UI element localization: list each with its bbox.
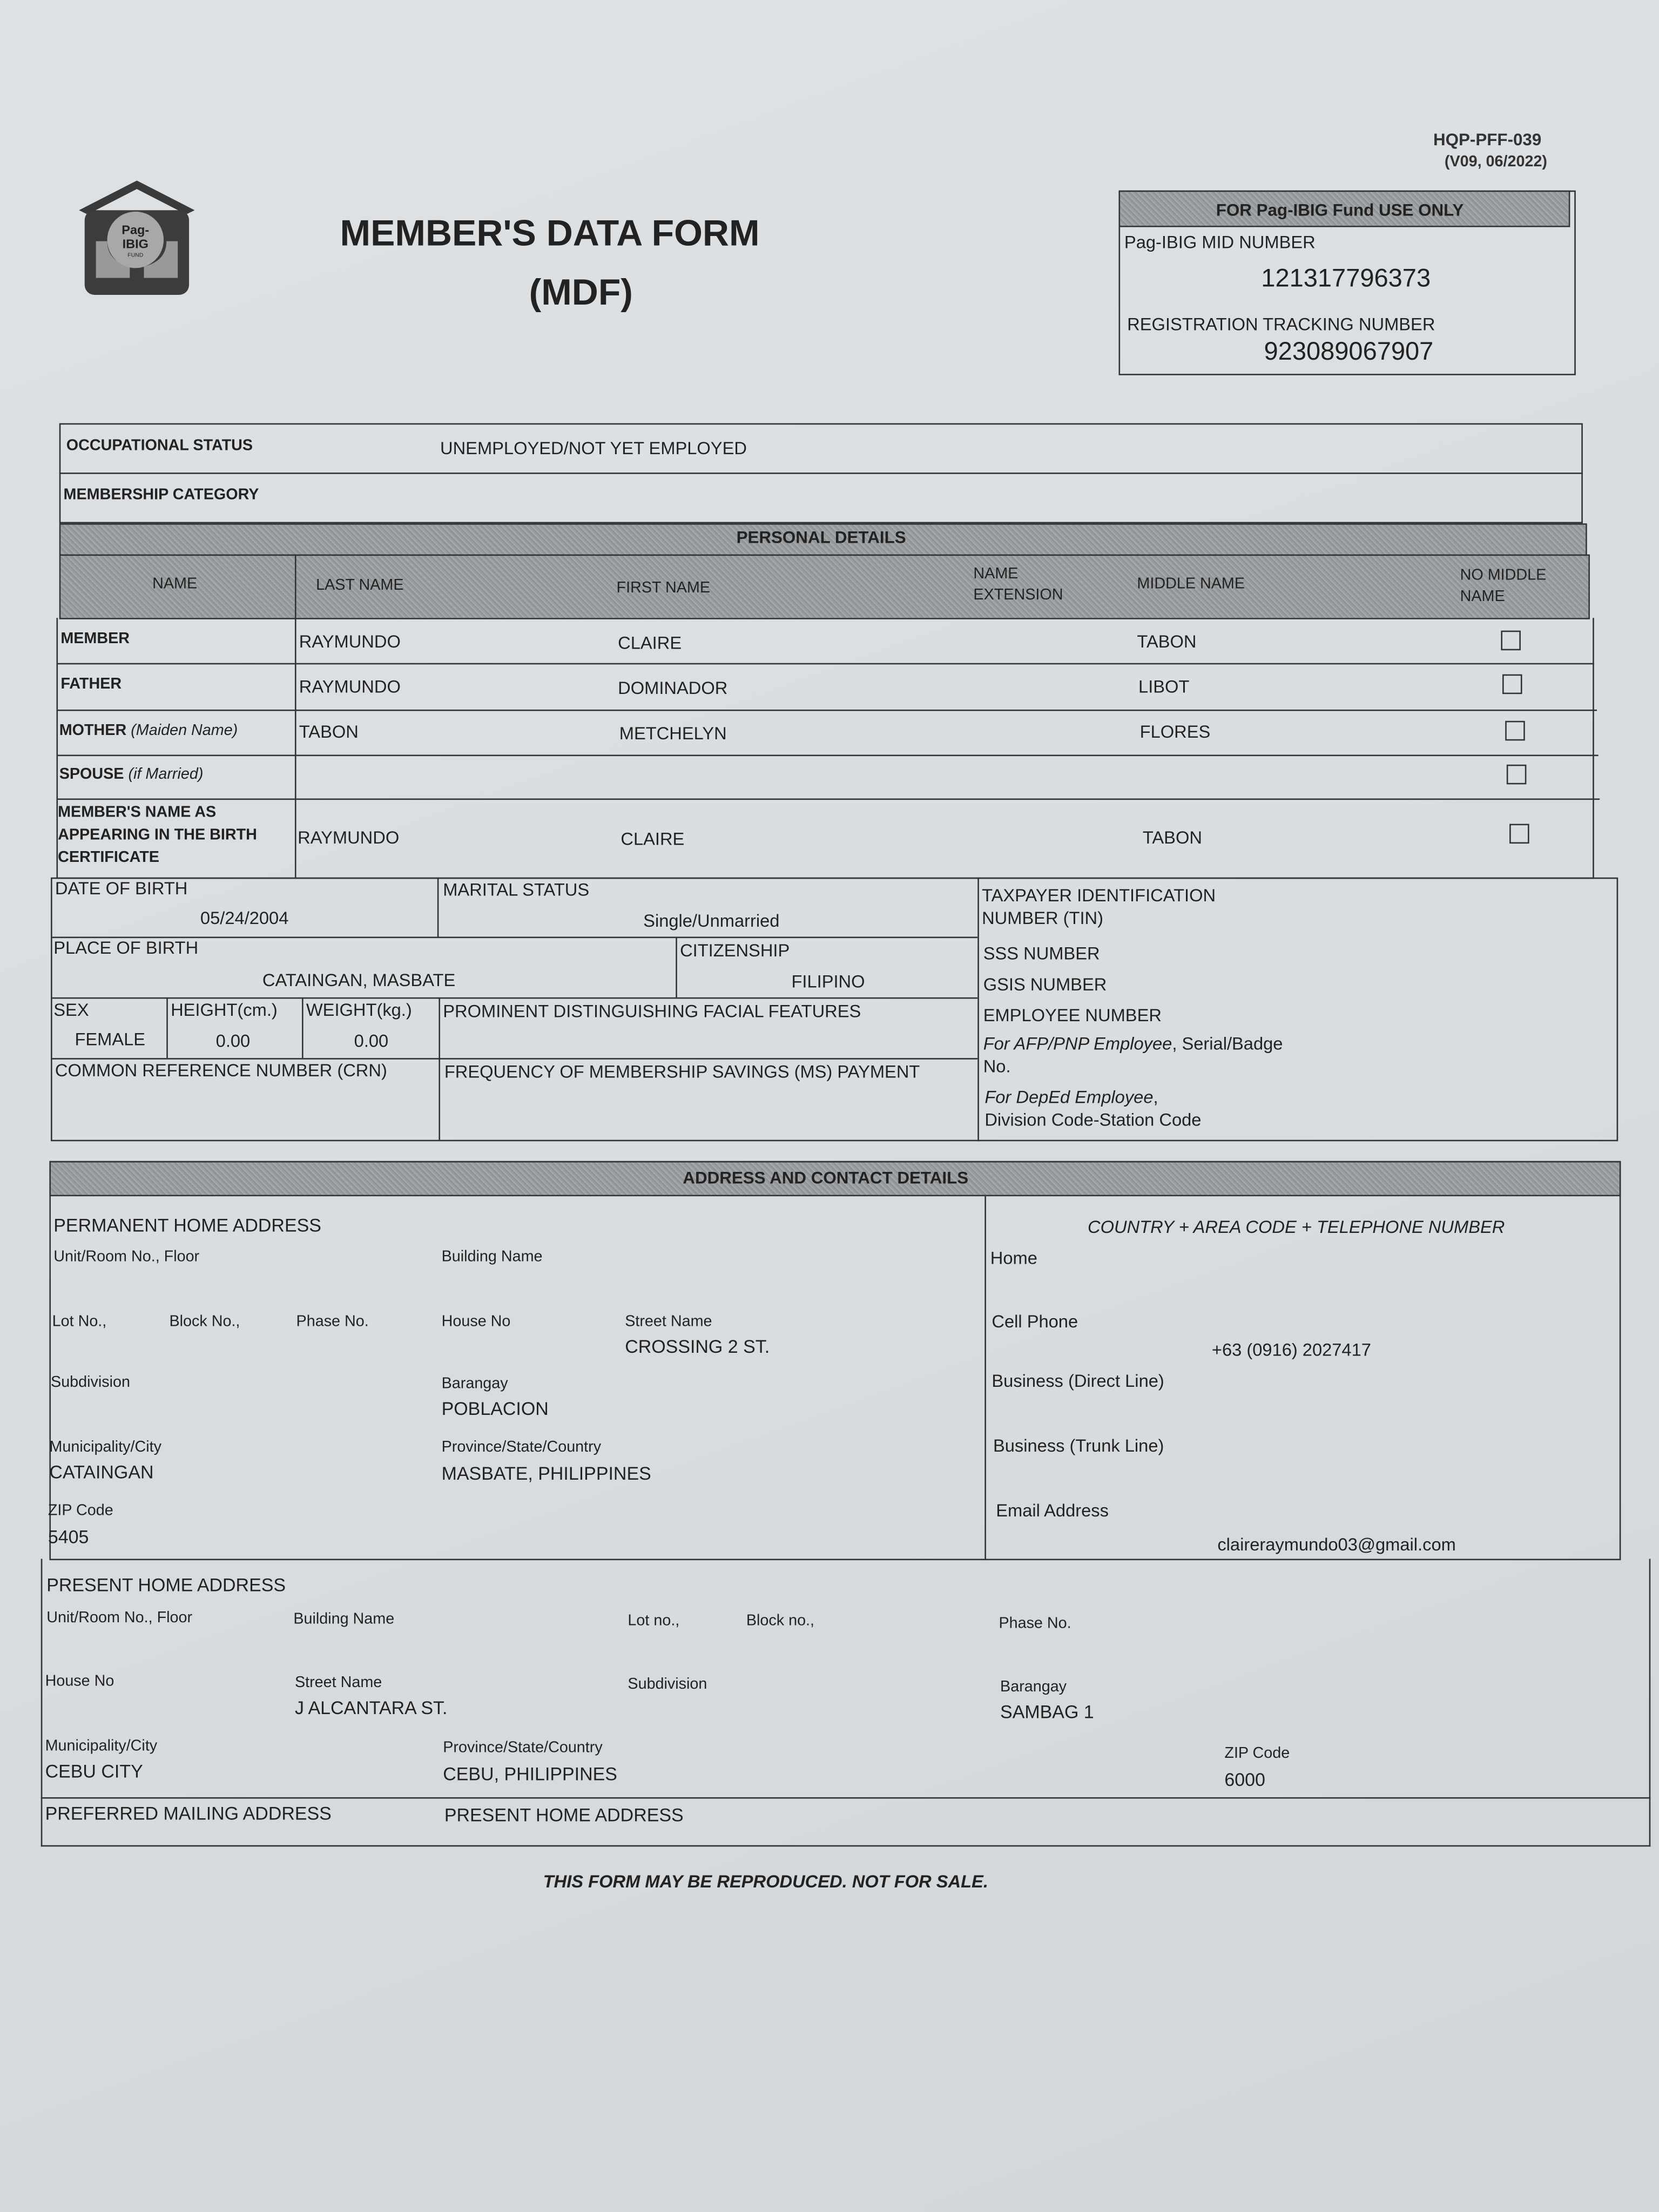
rtn-label: REGISTRATION TRACKING NUMBER: [1127, 314, 1435, 335]
row-label: MEMBER'S NAME AS: [58, 804, 217, 821]
marital-status-value: Single/Unmarried: [643, 911, 780, 932]
svg-text:Pag-: Pag-: [122, 222, 150, 237]
first-name-value: CLAIRE: [621, 829, 685, 849]
height-value: 0.00: [215, 1031, 251, 1051]
gsis-label: GSIS NUMBER: [983, 975, 1107, 995]
business-direct-label: Business (Direct Line): [992, 1371, 1164, 1391]
tin-label-2: NUMBER (TIN): [982, 908, 1104, 928]
perm-zip-label: ZIP Code: [48, 1502, 113, 1520]
row-label-3: CERTIFICATE: [58, 849, 159, 866]
cell-phone-value: +63 (0916) 2027417: [1211, 1340, 1371, 1360]
pres-city-label: Municipality/City: [45, 1738, 158, 1755]
row-label-2: APPEARING IN THE BIRTH: [58, 826, 257, 844]
mailing-address-label: PREFERRED MAILING ADDRESS: [45, 1803, 332, 1824]
fund-use-heading: FOR Pag-IBIG Fund USE ONLY: [1216, 200, 1464, 220]
no-middle-name-checkbox[interactable]: [1509, 824, 1529, 844]
mid-label: Pag-IBIG MID NUMBER: [1124, 233, 1316, 253]
mid-value: 121317796373: [1261, 264, 1431, 292]
pres-barangay-value: SAMBAG 1: [1000, 1701, 1094, 1723]
perm-city-value: CATAINGAN: [49, 1461, 154, 1483]
middle-name-value: LIBOT: [1138, 677, 1190, 697]
row-label: [59, 722, 238, 739]
first-name-value: METCHELYN: [619, 724, 727, 744]
email-value: claireraymundo03@gmail.com: [1217, 1535, 1456, 1555]
col-name-extension: NAME: [973, 565, 1019, 583]
no-middle-name-checkbox[interactable]: [1505, 721, 1525, 741]
sss-label: SSS NUMBER: [983, 943, 1100, 964]
perm-barangay-label: Barangay: [441, 1375, 508, 1393]
no-middle-name-checkbox[interactable]: [1501, 631, 1521, 651]
email-label: Email Address: [996, 1501, 1109, 1521]
pres-zip-label: ZIP Code: [1224, 1745, 1290, 1762]
occupational-status-label: OCCUPATIONAL STATUS: [66, 437, 253, 455]
pag-ibig-logo: [73, 177, 200, 298]
present-address-title: PRESENT HOME ADDRESS: [46, 1574, 286, 1596]
row-label-sub: (Maiden Name): [131, 722, 238, 739]
place-of-birth-value: CATAINGAN, MASBATE: [262, 970, 456, 990]
marital-status-label: MARITAL STATUS: [443, 880, 590, 900]
names-table: [56, 618, 1594, 879]
facial-features-label: PROMINENT DISTINGUISHING FACIAL FEATURES: [443, 1001, 861, 1022]
perm-city-label: Municipality/City: [49, 1439, 162, 1456]
middle-name-value: TABON: [1142, 828, 1202, 848]
pres-unit-label: Unit/Room No., Floor: [46, 1609, 193, 1627]
address-heading: ADDRESS AND CONTACT DETAILS: [683, 1168, 969, 1188]
personal-details-heading: PERSONAL DETAILS: [736, 527, 906, 548]
form-title-abbrev: (MDF): [529, 271, 633, 313]
row-label-sub: (if Married): [128, 766, 204, 783]
svg-text:FUND: FUND: [127, 252, 144, 259]
deped-label-2: Division Code-Station Code: [984, 1110, 1202, 1130]
pres-building-label: Building Name: [293, 1611, 395, 1628]
last-name-value: RAYMUNDO: [299, 677, 401, 697]
col-last-name: LAST NAME: [316, 577, 404, 594]
pres-house-label: House No: [45, 1673, 114, 1690]
first-name-value: CLAIRE: [618, 633, 682, 653]
last-name-value: RAYMUNDO: [298, 828, 400, 848]
col-first-name: FIRST NAME: [616, 579, 711, 597]
last-name-value: TABON: [299, 722, 359, 743]
pres-street-label: Street Name: [294, 1674, 382, 1692]
col-name: NAME: [152, 575, 198, 593]
pres-phase-label: Phase No.: [999, 1615, 1071, 1633]
dob-label: DATE OF BIRTH: [55, 879, 188, 899]
afp-text-2: , Serial/Badge: [1172, 1034, 1283, 1054]
col-no-middle-name-2: NAME: [1460, 588, 1505, 605]
pres-subdivision-label: Subdivision: [628, 1676, 707, 1693]
no-middle-name-checkbox[interactable]: [1502, 675, 1522, 694]
deped-text-2: ,: [1153, 1088, 1158, 1108]
cell-phone-label: Cell Phone: [992, 1312, 1078, 1332]
middle-name-value: TABON: [1137, 632, 1197, 652]
weight-value: 0.00: [354, 1031, 389, 1051]
col-no-middle-name: NO MIDDLE: [1460, 567, 1547, 584]
form-version: (V09, 06/2022): [1444, 153, 1548, 171]
form-title: MEMBER'S DATA FORM: [340, 211, 760, 254]
home-phone-label: Home: [990, 1248, 1037, 1269]
dob-value: 05/24/2004: [200, 908, 289, 928]
occupational-status-value: UNEMPLOYED/NOT YET EMPLOYED: [440, 439, 747, 458]
pres-block-label: Block no.,: [746, 1612, 815, 1630]
employee-number-label: EMPLOYEE NUMBER: [983, 1006, 1162, 1026]
perm-house-label: House No: [441, 1313, 511, 1331]
deped-label: [984, 1088, 1158, 1108]
perm-street-value: CROSSING 2 ST.: [625, 1336, 770, 1357]
perm-street-label: Street Name: [625, 1313, 712, 1331]
pres-barangay-label: Barangay: [1000, 1678, 1067, 1696]
row-label: FATHER: [60, 676, 122, 693]
weight-label: WEIGHT(kg.): [306, 1000, 412, 1020]
membership-category-label: MEMBERSHIP CATEGORY: [63, 487, 259, 504]
col-name-extension-2: EXTENSION: [973, 586, 1063, 604]
row-label-main: SPOUSE: [59, 766, 124, 783]
perm-block-label: Block No.,: [169, 1313, 240, 1331]
sex-value: FEMALE: [75, 1029, 146, 1050]
pres-province-value: CEBU, PHILIPPINES: [443, 1763, 617, 1785]
form-code: HQP-PFF-039: [1433, 130, 1542, 150]
business-trunk-label: Business (Trunk Line): [993, 1436, 1164, 1456]
perm-barangay-value: POBLACION: [441, 1398, 549, 1419]
citizenship-label: CITIZENSHIP: [680, 941, 790, 961]
row-label: [59, 766, 204, 783]
sex-label: SEX: [53, 1000, 89, 1020]
perm-subdivision-label: Subdivision: [51, 1374, 131, 1391]
permanent-address-title: PERMANENT HOME ADDRESS: [53, 1215, 321, 1236]
col-middle-name: MIDDLE NAME: [1137, 575, 1245, 593]
first-name-value: DOMINADOR: [618, 678, 728, 699]
place-of-birth-label: PLACE OF BIRTH: [53, 938, 199, 958]
footer-note: THIS FORM MAY BE REPRODUCED. NOT FOR SALE.: [543, 1872, 988, 1892]
pres-lot-label: Lot no.,: [628, 1612, 680, 1630]
perm-province-label: Province/State/Country: [441, 1439, 602, 1456]
pres-street-value: J ALCANTARA ST.: [294, 1697, 448, 1718]
mailing-address-value: PRESENT HOME ADDRESS: [444, 1804, 684, 1826]
pres-province-label: Province/State/Country: [443, 1739, 603, 1757]
telephone-heading: COUNTRY + AREA CODE + TELEPHONE NUMBER: [1088, 1217, 1505, 1237]
row-label: MEMBER: [60, 630, 130, 648]
perm-province-value: MASBATE, PHILIPPINES: [441, 1462, 651, 1485]
afp-text: For AFP/PNP Employee: [983, 1034, 1172, 1054]
afp-pnp-label: [983, 1034, 1283, 1054]
ms-payment-frequency-label: FREQUENCY OF MEMBERSHIP SAVINGS (MS) PAYMENT: [444, 1062, 920, 1082]
perm-lot-label: Lot No.,: [52, 1313, 107, 1331]
perm-zip-value: 5405: [48, 1526, 89, 1548]
name-column-headers: [59, 555, 1590, 619]
row-label-main: MOTHER: [59, 722, 127, 739]
perm-phase-label: Phase No.: [296, 1313, 369, 1331]
tin-label: TAXPAYER IDENTIFICATION: [982, 886, 1216, 906]
height-label: HEIGHT(cm.): [171, 1000, 278, 1020]
svg-text:IBIG: IBIG: [122, 237, 149, 251]
pres-city-value: CEBU CITY: [45, 1761, 143, 1782]
deped-text: For DepEd Employee: [984, 1088, 1154, 1108]
no-middle-name-checkbox[interactable]: [1507, 765, 1527, 785]
afp-label-2: No.: [983, 1056, 1011, 1077]
crn-label: COMMON REFERENCE NUMBER (CRN): [55, 1061, 387, 1081]
citizenship-value: FILIPINO: [791, 972, 865, 992]
perm-unit-label: Unit/Room No., Floor: [53, 1248, 200, 1266]
pres-zip-value: 6000: [1224, 1769, 1265, 1790]
last-name-value: RAYMUNDO: [299, 632, 401, 652]
middle-name-value: FLORES: [1139, 722, 1211, 743]
rtn-value: 923089067907: [1264, 337, 1434, 366]
perm-building-label: Building Name: [441, 1248, 543, 1266]
